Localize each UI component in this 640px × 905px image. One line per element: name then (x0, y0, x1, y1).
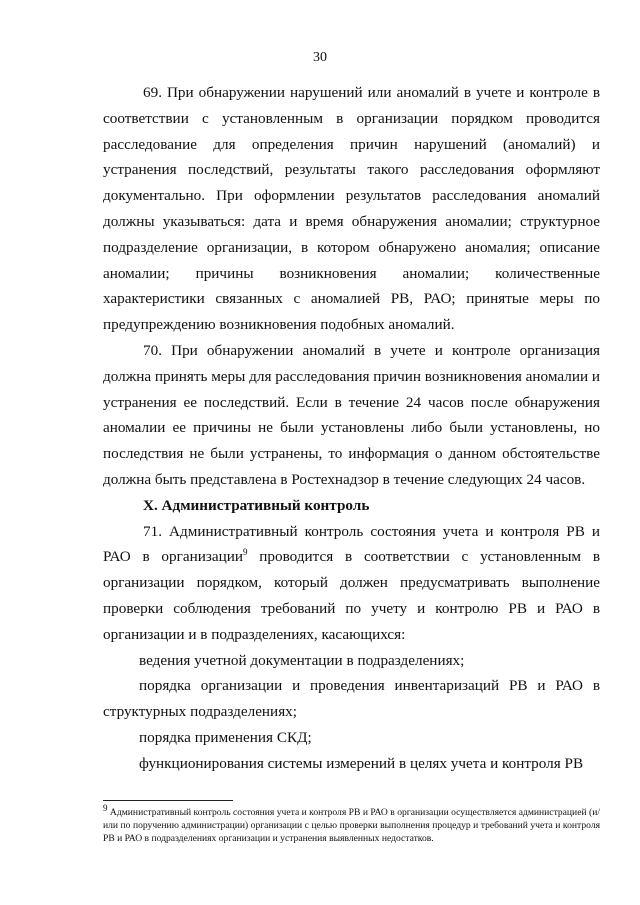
page-number: 30 (313, 50, 327, 65)
list-item: ведения учетной документации в подразделениях; (139, 651, 465, 669)
paragraph-71-start: 71. Административный контроль состояния учета и контроля РВ и РАО в организации (103, 522, 600, 566)
footnote-text: Административный контроль состояния учета и контроля РВ и РАО в организации осуществляется администрацией (и/или по поручению администрации) организации с целью проверки выполнения процедур и требований учета и контроля РВ и РАО в подразделениях организации и устранения выявленных недостатков. (103, 807, 600, 844)
paragraph-69: 69. При обнаружении нарушений или аномалий в учете и контроле в соответствии с установленным в организации порядком проводится расследование для определения причин нарушений (аномалий) и устранения последствий, результаты такого расследования оформляют документально. При оформлении результатов расследования аномалий должны указываться: дата и время обнаружения аномалии; структурное подразделение организации, в котором обнаружено аномалия; описание аномалии; причины возникновения аномалии; количественные характеристики связанных с аномалией РВ, РАО; принятые меры по предупреждению возникновения подобных аномалий. (103, 84, 600, 334)
footnote-mark: 9 (103, 802, 108, 813)
paragraph-71 (103, 519, 600, 648)
section-heading: X. Административный контроль (143, 496, 370, 514)
document-body (103, 80, 600, 777)
paragraph-70: 70. При обнаружении аномалий в учете и контроле организация должна принять меры для расследования причин возникновения аномалии и устранения ее последствий. Если в течение 24 часов после обнаружения аномалии ее причины не были установлены либо были установлены, но последствия не были устранены, то информация о данном обстоятельстве должна быть представлена в Ростехнадзор в течение следующих 24 часов. (103, 341, 600, 488)
footnote (103, 802, 600, 845)
list-item: порядка организации и проведения инвентаризаций РВ и РАО в структурных подразделениях; (103, 677, 600, 721)
list-item: порядка применения СКД; (139, 728, 312, 746)
footnote-divider (103, 800, 233, 801)
footnote-reference: 9 (242, 547, 248, 558)
paragraph-71-end: проводится в соответствии с установленным в организации порядком, который должен предусматривать выполнение проверки соблюдения требований по учету и контролю РВ и РАО в организации и в подразделениях, касающихся: (103, 548, 601, 643)
list-item: функционирования системы измерений в целях учета и контроля РВ (139, 754, 584, 772)
